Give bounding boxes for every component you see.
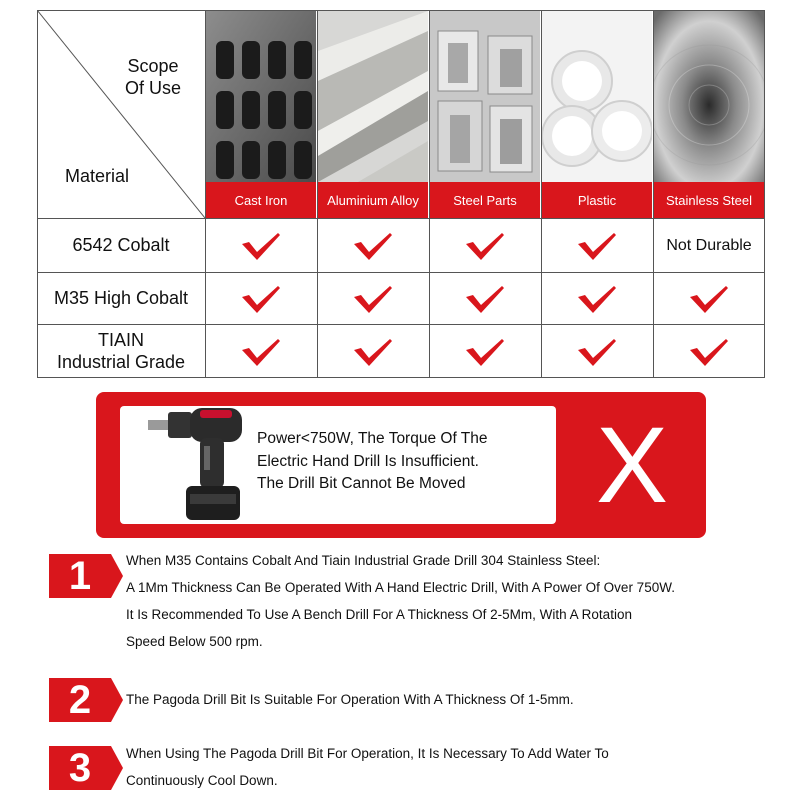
number-badge-3: 3	[68, 746, 92, 790]
table-cell	[654, 273, 764, 324]
checkmark-icon	[464, 337, 506, 367]
table-cell	[430, 273, 540, 324]
row-label-tiain-line2: Industrial Grade	[56, 352, 186, 372]
aluminium-profile-photo	[318, 11, 428, 182]
note-1-line-3: It Is Recommended To Use A Bench Drill For A Thickness Of 2-5Mm, With A Rotation	[126, 607, 632, 622]
note-3	[126, 740, 786, 794]
table-cell	[542, 273, 652, 324]
column-header-cast-iron: Cast Iron	[206, 182, 316, 218]
table-cell	[318, 325, 428, 378]
row-label-tiain-line1: TIAIN	[97, 330, 144, 350]
note-1	[126, 547, 786, 655]
checkmark-icon	[240, 284, 282, 314]
corner-scope-line2: Of Use	[124, 78, 181, 98]
corner-label-scope	[108, 55, 198, 99]
table-cell	[654, 219, 764, 272]
number-badge-1: 1	[68, 554, 92, 598]
checkmark-icon	[352, 284, 394, 314]
checkmark-icon	[576, 337, 618, 367]
table-cell	[206, 273, 316, 324]
plastic-pipes-photo	[542, 11, 652, 182]
table-cell	[542, 325, 652, 378]
table-cell	[654, 325, 764, 378]
corner-label-material: Material	[64, 166, 130, 186]
number-badge-2: 2	[68, 678, 92, 722]
row-label-6542-cobalt: 6542 Cobalt	[72, 235, 170, 255]
table-cell	[430, 325, 540, 378]
checkmark-icon	[352, 231, 394, 261]
table-cell	[542, 219, 652, 272]
warning-line-3: The Drill Bit Cannot Be Moved	[257, 475, 466, 492]
column-header-stainless-steel: Stainless Steel	[654, 182, 764, 218]
table-cell	[206, 219, 316, 272]
note-1-line-2: A 1Mm Thickness Can Be Operated With A Hand Electric Drill, With A Power Of Over 750W.	[126, 580, 675, 595]
checkmark-icon	[464, 284, 506, 314]
cast-iron-grate-photo	[206, 11, 316, 182]
note-2-line-1: The Pagoda Drill Bit Is Suitable For Operation With A Thickness Of 1-5mm.	[126, 692, 574, 707]
note-3-line-1: When Using The Pagoda Drill Bit For Operation, It Is Necessary To Add Water To	[126, 746, 609, 761]
table-cell	[430, 219, 540, 272]
checkmark-icon	[240, 231, 282, 261]
checkmark-icon	[576, 284, 618, 314]
cell-text: Not Durable	[666, 236, 752, 254]
x-icon: X	[595, 404, 669, 525]
cordless-drill-photo	[148, 402, 248, 526]
note-2	[126, 686, 786, 713]
checkmark-icon	[352, 337, 394, 367]
steel-channel-photo	[430, 11, 540, 182]
checkmark-icon	[240, 337, 282, 367]
note-1-line-1: When M35 Contains Cobalt And Tiain Industrial Grade Drill 304 Stainless Steel:	[126, 553, 601, 568]
corner-scope-line1: Scope	[127, 56, 179, 76]
checkmark-icon	[464, 231, 506, 261]
warning-text	[257, 428, 557, 496]
note-3-line-2: Continuously Cool Down.	[126, 773, 278, 788]
checkmark-icon	[688, 284, 730, 314]
checkmark-icon	[576, 231, 618, 261]
checkmark-icon	[688, 337, 730, 367]
row-label-tiain	[37, 329, 205, 373]
table-cell	[318, 273, 428, 324]
table-cell	[318, 219, 428, 272]
note-1-line-4: Speed Below 500 rpm.	[126, 634, 263, 649]
warning-line-1: Power<750W, The Torque Of The	[257, 430, 488, 447]
warning-line-2: Electric Hand Drill Is Insufficient.	[257, 452, 479, 470]
brushed-steel-photo	[654, 11, 764, 182]
column-header-aluminium-alloy: Aluminium Alloy	[318, 182, 428, 218]
column-header-plastic: Plastic	[542, 182, 652, 218]
table-cell	[206, 325, 316, 378]
row-label-m35-high-cobalt: M35 High Cobalt	[53, 288, 189, 308]
column-header-steel-parts: Steel Parts	[430, 182, 540, 218]
